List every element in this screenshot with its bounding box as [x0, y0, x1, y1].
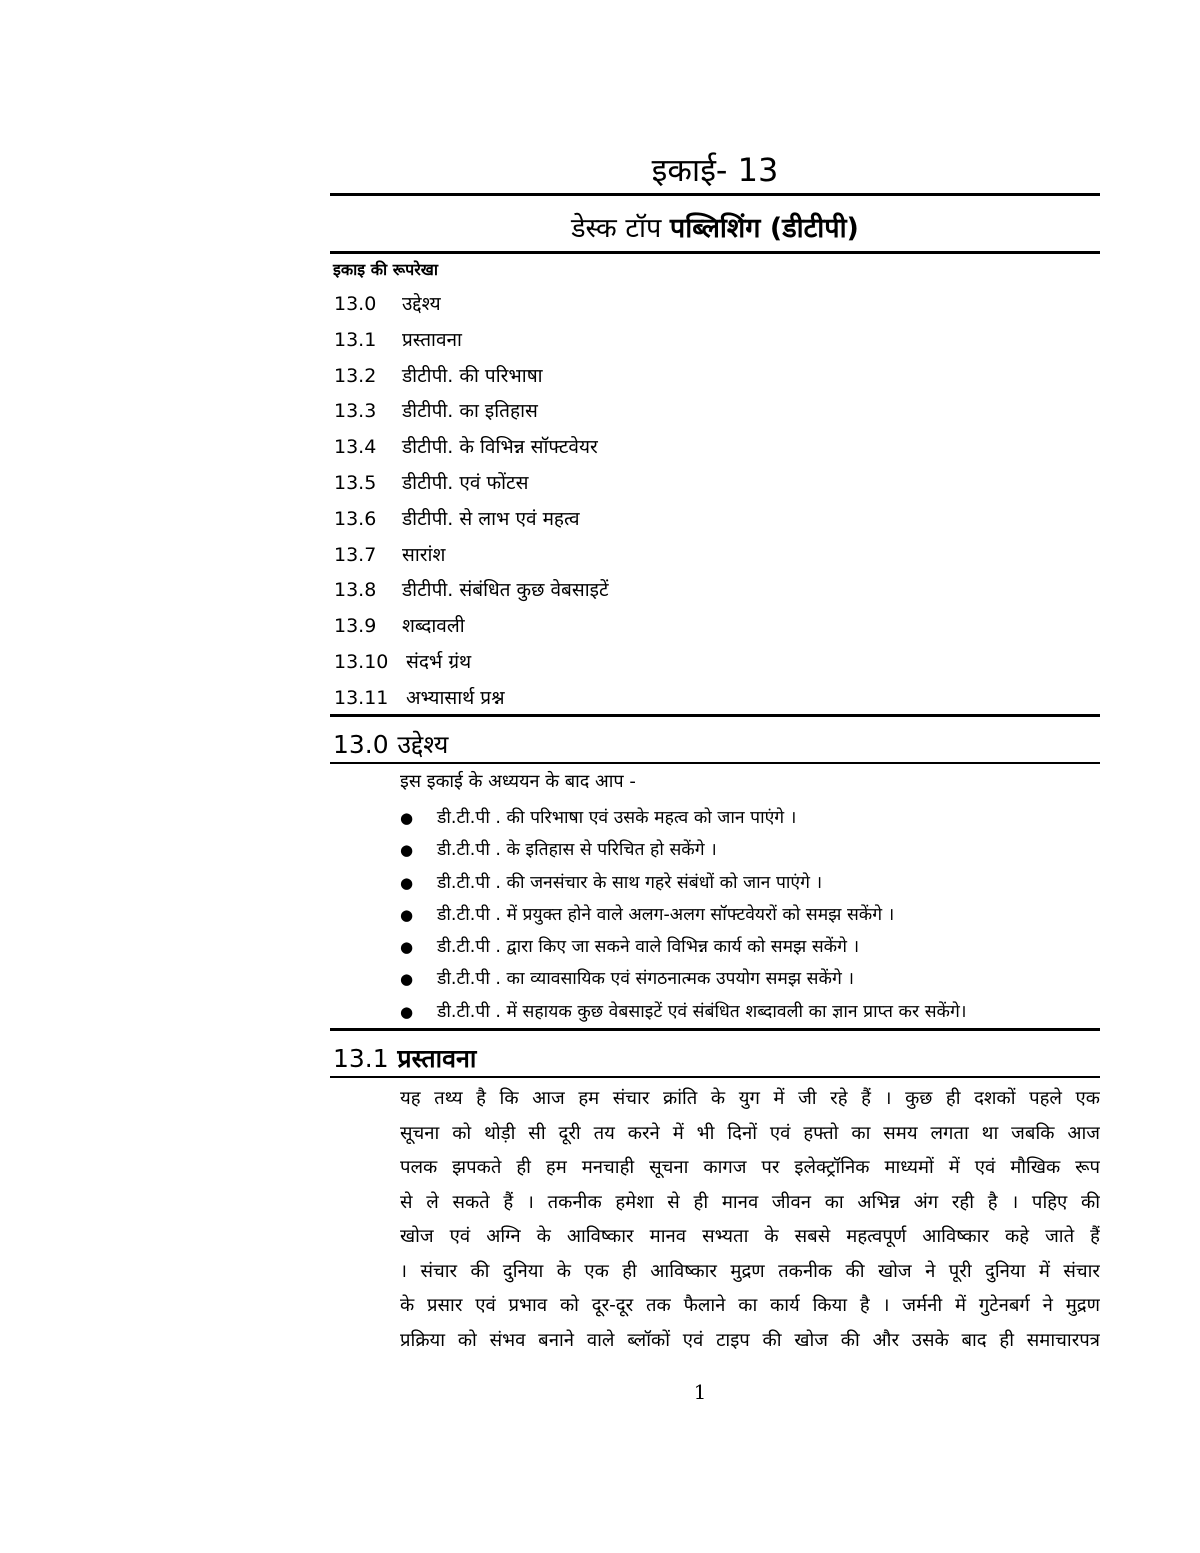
toc-item	[334, 395, 609, 431]
paragraph-line: प्रक्रिया को संभव बनाने वाले ब्लॉकों एवं टाइप की खोज की और उसके बाद ही समाचारपत्र	[400, 1329, 1100, 1351]
objective-text: डी.टी.पी . की जनसंचार के साथ गहरे संबंधों को जान पाएंगे ।	[437, 872, 823, 893]
section1-rule	[330, 1076, 1100, 1078]
page-title	[330, 208, 1100, 245]
toc-text: डीटीपी. संबंधित कुछ वेबसाइटें	[402, 579, 609, 602]
unit-title: इकाई- 13	[651, 151, 779, 189]
section-heading-introduction	[333, 1041, 476, 1075]
objective-text: डी.टी.पी . का व्यावसायिक एवं संगठनात्मक उपयोग समझ सकेंगे ।	[437, 969, 854, 990]
section-title: उद्देश्य	[397, 730, 449, 759]
toc-text: प्रस्तावना	[402, 328, 462, 351]
toc-item	[334, 467, 609, 503]
bullet-icon: ●	[400, 938, 414, 957]
toc-item	[334, 431, 609, 467]
paragraph-line: खोज एवं अग्नि के आविष्कार मानव सभ्यता के सबसे महत्वपूर्ण आविष्कार कहे जाते हैं	[400, 1226, 1100, 1247]
objective-text: डी.टी.पी . में सहायक कुछ वेबसाइटें एवं संबंधित शब्दावली का ज्ञान प्राप्त कर सकेंगे।	[437, 1001, 967, 1022]
toc-number: 13.5	[334, 471, 377, 494]
bullet-icon: ●	[400, 873, 414, 892]
list-item	[400, 899, 966, 931]
toc-text: सारांश	[402, 543, 446, 566]
toc-number: 13.1	[334, 328, 377, 351]
bullet-icon: ●	[400, 970, 414, 989]
paragraph-line: से ले सकते हैं । तकनीक हमेशा से ही मानव जीवन का अभिन्न अंग रही है । पहिए की	[400, 1191, 1100, 1213]
page-number: 1	[693, 1380, 707, 1404]
toc-item	[334, 610, 609, 646]
paragraph-line: । संचार की दुनिया के एक ही आविष्कार मुद्रण तकनीक की खोज ने पूरी दुनिया में संचार	[400, 1260, 1100, 1282]
toc-number: 13.10	[334, 650, 389, 673]
list-item	[400, 996, 966, 1028]
objective-text: डी.टी.पी . द्वारा किए जा सकने वाले विभिन्न कार्य को समझ सकेंगे ।	[437, 937, 860, 958]
toc-number: 13.3	[334, 400, 377, 423]
section-heading-objectives	[333, 727, 448, 761]
toc-item	[334, 539, 609, 575]
toc-text: शब्दावली	[402, 615, 465, 638]
toc-bottom-rule	[330, 714, 1100, 717]
paragraph-line: सूचना को थोड़ी सी दूरी तय करने में भी दिनों एवं हफ्तो का समय लगता था जबकि आज	[400, 1122, 1100, 1144]
objective-text: डी.टी.पी . की परिभाषा एवं उसके महत्व को जान पाएंगे ।	[437, 808, 797, 828]
paragraph-line: पलक झपकते ही हम मनचाही सूचना कागज पर इलेक्ट्रॉनिक माध्यमों में एवं मौखिक रूप	[400, 1157, 1100, 1178]
toc-number: 13.0	[334, 293, 377, 315]
objective-text: डी.टी.पी . में प्रयुक्त होने वाले अलग-अलग सॉफ्टवेयरों को समझ सकेंगे ।	[437, 904, 895, 925]
toc-item	[334, 646, 609, 682]
list-item	[400, 963, 966, 995]
toc-item	[334, 360, 609, 396]
objectives-intro: इस इकाई के अध्ययन के बाद आप -	[400, 771, 636, 792]
title-top-rule	[330, 193, 1100, 196]
toc-number: 13.6	[334, 507, 377, 530]
toc-number: 13.4	[334, 436, 377, 459]
title-bold: पब्लिशिंग (डीटीपी)	[669, 213, 859, 244]
bullet-icon: ●	[400, 905, 414, 924]
section-title: प्रस्तावना	[397, 1044, 477, 1073]
toc-number: 13.8	[334, 579, 377, 602]
toc-text: डीटीपी. एवं फोंटस	[402, 471, 529, 494]
paragraph-line: के प्रसार एवं प्रभाव को दूर-दूर तक फैलाने का कार्य किया है । जर्मनी में गुटेनबर्ग ने मुद्रण	[400, 1295, 1100, 1316]
toc-text: संदर्भ ग्रंथ	[406, 650, 472, 673]
toc-number: 13.7	[334, 543, 377, 566]
list-item	[400, 834, 966, 866]
toc-text: डीटीपी. के विभिन्न सॉफ्टवेयर	[402, 436, 598, 459]
list-item	[400, 867, 966, 899]
bullet-icon: ●	[400, 809, 414, 827]
toc-text: उद्देश्य	[402, 293, 441, 315]
toc-item	[334, 288, 609, 324]
toc-text: डीटीपी. का इतिहास	[402, 400, 538, 423]
toc-number: 13.11	[334, 686, 389, 709]
objectives-list	[400, 802, 966, 1028]
toc-item	[334, 574, 609, 610]
toc-number: 13.9	[334, 615, 377, 638]
introduction-paragraph	[400, 1084, 1100, 1360]
section0-rule	[330, 762, 1100, 764]
toc-text: डीटीपी. की परिभाषा	[402, 364, 543, 387]
toc-item	[334, 503, 609, 539]
toc-text: अभ्यासार्थ प्रश्न	[406, 686, 505, 709]
toc-number: 13.2	[334, 364, 377, 387]
table-of-contents	[334, 288, 609, 718]
bullet-icon: ●	[400, 1002, 414, 1021]
paragraph-line: यह तथ्य है कि आज हम संचार क्रांति के युग में जी रहे हैं । कुछ ही दशकों पहले एक	[400, 1088, 1100, 1109]
list-item	[400, 931, 966, 963]
title-normal: डेस्क टॉप	[571, 213, 670, 244]
title-bottom-rule	[330, 251, 1100, 254]
bullet-icon: ●	[400, 841, 414, 860]
toc-text: डीटीपी. से लाभ एवं महत्व	[402, 507, 580, 530]
objective-text: डी.टी.पी . के इतिहास से परिचित हो सकेंगे ।	[437, 840, 717, 861]
objectives-bottom-rule	[330, 1028, 1100, 1031]
toc-item	[334, 682, 609, 718]
toc-item	[334, 324, 609, 360]
section-number: 13.1	[333, 1044, 389, 1073]
section-number: 13.0	[333, 730, 389, 759]
outline-label: इकाइ की रूपरेखा	[333, 260, 439, 279]
list-item	[400, 802, 966, 834]
